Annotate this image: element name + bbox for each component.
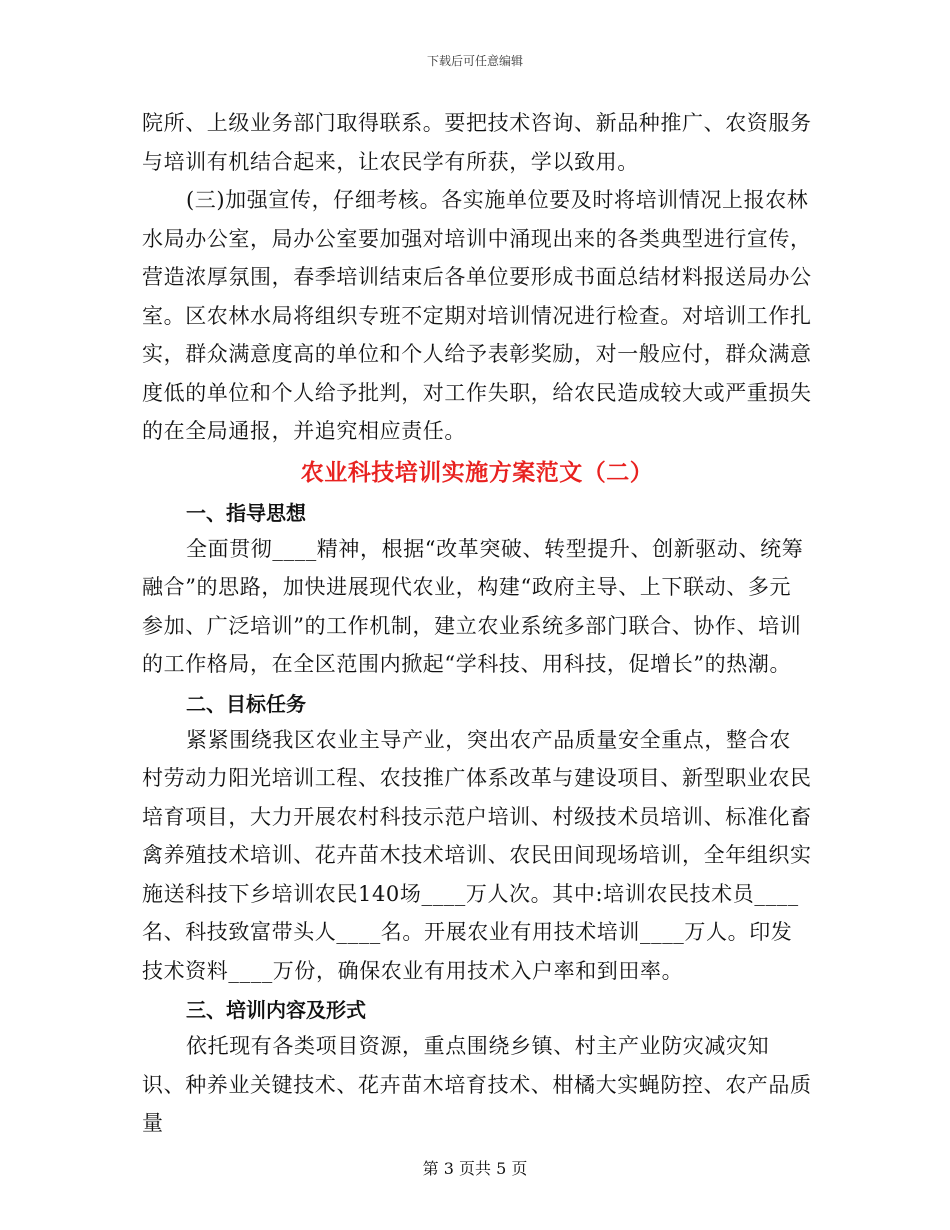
heading-targets: 二、目标任务 xyxy=(186,691,306,716)
paragraph-2: (三)加强宣传，仔细考核。各实施单位要及时将培训情况上报农林水局办公室，局办公室要加强对培训中涌现出来的各类典型进行宣传，营造浓厚氛围，春季培训结束后各单位要形成书面总结材料报送局办公室。区农林水局将组织专班不定期对培训情况进行检查。对培训工作扎实，群众满意度高的单位和个人给予表彰奖励，对一般应付，群众满意度低的单位和个人给予批判，对工作失职，给农民造成较大或严重损失的在全局通报，并追究相应责任。 xyxy=(142,188,812,443)
page-footer: 第 3 页共 5 页 xyxy=(422,1159,528,1178)
document-body xyxy=(142,104,812,1143)
section-title: 农业科技培训实施方案范文（二） xyxy=(300,458,654,486)
heading-training-content: 三、培训内容及形式 xyxy=(186,998,366,1022)
paragraph-5: 依托现有各类项目资源，重点围绕乡镇、村主产业防灾减灾知识、种养业关键技术、花卉苗木培育技术、柑橘大实蝇防控、农产品质量 xyxy=(142,1034,812,1135)
heading-guiding-ideology: 一、指导思想 xyxy=(186,500,306,525)
paragraph-4: 紧紧围绕我区农业主导产业，突出农产品质量安全重点，整合农村劳动力阳光培训工程、农技推广体系改革与建设项目、新型职业农民培育项目，大力开展农村科技示范户培训、村级技术员培训、标准化畜禽养殖技术培训、花卉苗木技术培训、农民田间现场培训，全年组织实施送科技下乡培训农民140场____万人次。其中:培训农民技术员____名、科技致富带头人____名。开展农业有用技术培训____万人。印发技术资料____万份，确保农业有用技术入户率和到田率。 xyxy=(142,727,812,983)
page-header: 下载后可任意编辑 xyxy=(426,54,523,68)
paragraph-1: 院所、上级业务部门取得联系。要把技术咨询、新品种推广、农资服务与培训有机结合起来，让农民学有所获，学以致用。 xyxy=(142,111,812,174)
paragraph-3: 全面贯彻____精神，根据“改革突破、转型提升、创新驱动、统筹融合”的思路，加快进展现代农业，构建“政府主导、上下联动、多元参加、广泛培训”的工作机制，建立农业系统多部门联合、协作、培训的工作格局，在全区范围内掀起“学科技、用科技，促增长”的热潮。 xyxy=(142,536,804,676)
